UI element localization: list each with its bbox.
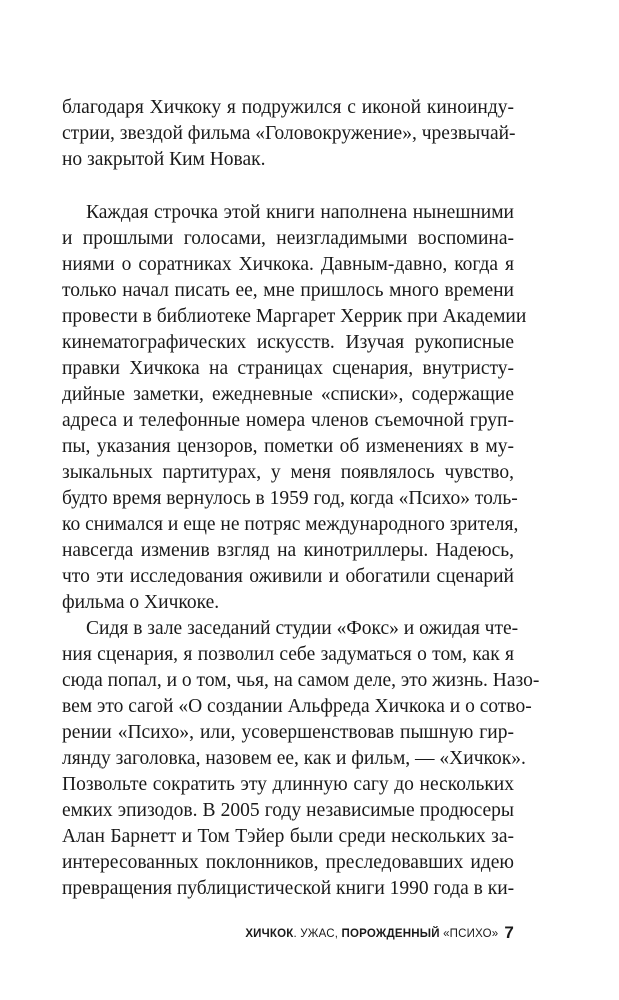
text-line: интересованных поклонников, преследовавших идею: [62, 852, 514, 873]
text-line: лянду заголовка, назовем ее, как и фильм, — «Хичкок».: [62, 748, 526, 769]
text-line: фильма о Хичкоке.: [62, 592, 220, 613]
text-line: ниями о соратниках Хичкока. Давным-давно, когда я: [62, 254, 514, 275]
text-line: кинематографических искусств. Изучая рукописные: [62, 332, 514, 353]
text-line: провести в библиотеке Маргарет Херрик при Академии: [62, 306, 527, 327]
text-line: пы, указания цензоров, пометки об изменениях в му-: [62, 436, 514, 457]
footer-book-title-regular: . УЖАС,: [293, 928, 342, 940]
footer-book-title-regular: «ПСИХО»: [439, 928, 499, 940]
text-line: превращения публицистической книги 1990 года в ки-: [62, 878, 515, 899]
text-line: рении «Психо», или, усовершенствовав пышную гир-: [62, 722, 514, 743]
text-line: что эти исследования оживили и обогатили сценарий: [62, 566, 514, 587]
text-line: Алан Барнетт и Том Тэйер были среди нескольких за-: [62, 826, 514, 847]
text-line: ко снимался и еще не потряс международного зрителя,: [62, 514, 519, 535]
text-line: сюда попал, и о том, чья, на самом деле, это жизнь. Назо-: [62, 670, 540, 691]
text-line: навсегда изменив взгляд на кинотриллеры. Надеюсь,: [62, 540, 514, 561]
text-line: ния сценария, я позволил себе задуматься о том, как я: [62, 644, 514, 665]
text-line: адреса и телефонные номера членов съемочной груп-: [62, 410, 514, 431]
text-line: Каждая строчка этой книги наполнена нынешними: [86, 202, 514, 223]
text-line: благодаря Хичкоку я подружился с иконой киноинду-: [62, 97, 514, 118]
footer-book-title-bold: ПОРОЖДЕННЫЙ: [341, 928, 440, 940]
text-line: вем это сагой «О создании Альфреда Хичкока и о сотво-: [62, 696, 532, 717]
text-line: будто время вернулось в 1959 год, когда «Психо» толь-: [62, 488, 518, 509]
text-line: емких эпизодов. В 2005 году независимые продюсеры: [62, 800, 514, 821]
page-number: 7: [504, 923, 514, 942]
text-line: Сидя в зале заседаний студии «Фокс» и ожидая чте-: [86, 618, 519, 639]
text-line: Позвольте сократить эту длинную сагу до нескольких: [62, 774, 514, 795]
text-line: правки Хичкока на страницах сценария, внутристу-: [62, 358, 514, 379]
text-line: и прошлыми голосами, неизгладимыми воспомина-: [62, 228, 514, 249]
text-line: только начал писать ее, мне пришлось много времени: [62, 280, 514, 301]
running-footer: [0, 925, 514, 942]
text-line: но закрытой Ким Новак.: [62, 149, 266, 170]
footer-book-title-bold: ХИЧКОК: [245, 928, 294, 940]
text-line: зыкальных партитурах, у меня появлялось чувство,: [62, 462, 514, 483]
text-line: стрии, звездой фильма «Головокружение», чрезвычай-: [62, 123, 516, 144]
text-line: дийные заметки, ежедневные «списки», содержащие: [62, 384, 514, 405]
